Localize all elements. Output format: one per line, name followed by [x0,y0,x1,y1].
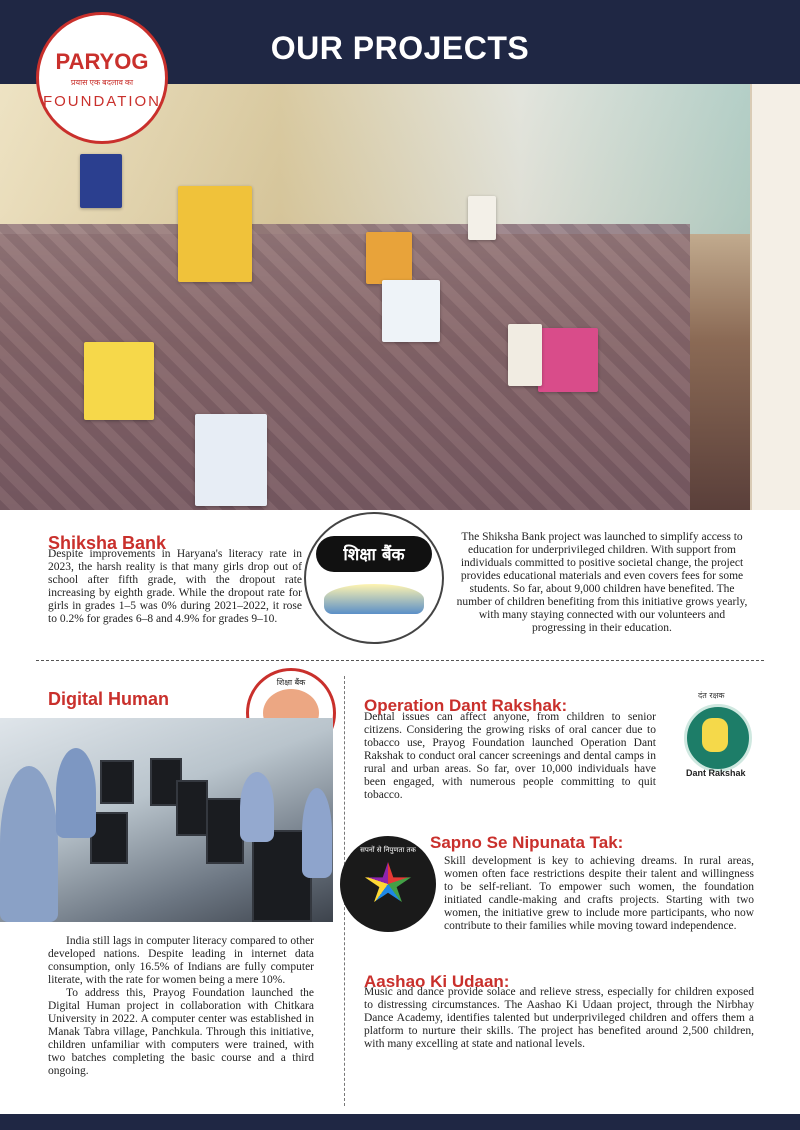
digital-human-para-2: To address this, Prayog Foundation launched the Digital Human project in collaboration with Chitkara University in 2022. A computer center was established in Manak Tabra village, Panchkula. Through this initiative, children unfamiliar with computers were trained, with two batches completing the basic course and a third ongoing. [48,987,314,1077]
photo-book [366,232,412,284]
classroom-books-photo [0,84,800,510]
photo-student [56,748,96,838]
page-footer-bar [0,1114,800,1130]
digital-human-logo-top: शिक्षा बैंक [276,678,306,687]
dant-rakshak-logo-top: दंत रक्षक [698,691,725,700]
logo-sub: FOUNDATION [42,93,162,110]
digital-human-title: Digital Human [48,689,170,709]
digital-human-para-1: India still lags in computer literacy compared to other developed nations. Despite leading in internet data consumption, only 16.5% of Indians are fully computer literate, with the rate for women being a mere 10%. [48,935,314,986]
aashao-text: Music and dance provide solace and relieve stress, especially for children exposed to distressing circumstances. The Aashao Ki Udaan project, through the Nirbhay Dance Academy, identifies talented but underprivileged children and offers them a platform to nurture their skills. The project has benefited around 2,500 children, with many excelling at state and national levels. [364,986,754,1050]
prayog-foundation-logo [36,12,168,144]
shiksha-bank-left-text: Despite improvements in Haryana's literacy rate in 2023, the harsh reality is that many girls drop out of school after fifth grade, with the dropout rate increasing by eighth grade. While the dropout rate for girls in grades 1–5 was 0% during 2021–2022, it rose to 0.2% for grades 6–8 and 4.9% for grades 9–10. [48,548,302,625]
aashao-title: Aashao Ki Udaan: [364,972,510,991]
tooth-icon [702,718,728,752]
computer-lab-photo [0,718,333,922]
page-title: OUR PROJECTS [270,30,530,66]
shiksha-bank-logo [304,512,444,644]
photo-student [240,772,274,842]
sapno-text: Skill development is key to achieving dreams. In rural areas, women often face restrictions despite their talent and willingness to be self-reliant. To empower such women, the foundation initiated candle-making and crafts projects. Starting with two women, the initiative grew to include more participants, who now contribute to their families while moving toward independence. [444,855,754,932]
photo-student [0,766,58,922]
photo-book [80,154,122,208]
sapno-logo-caption: सपनों से निपुणता तक [360,846,416,854]
shiksha-bank-logo-text: शिक्षा बैंक [343,545,405,565]
sapno-logo [340,836,436,932]
photo-book [178,186,252,282]
photo-book [468,196,496,240]
photo-book [84,342,154,420]
shiksha-bank-title: Shiksha Bank [48,533,167,553]
dant-rakshak-text: Dental issues can affect anyone, from children to senior citizens. Considering the growing risks of oral cancer due to tobacco use, Prayog Foundation launched Operation Dant Rakshak to conduct oral cancer screenings and dental camps in rural and urban areas. So far, over 10,000 individuals have been engaged, with numerous people committing to quit tobacco. [364,711,656,801]
digital-human-text [48,935,314,1078]
people-star-icon [364,862,412,906]
dant-rakshak-title: Operation Dant Rakshak: [364,696,568,715]
photo-book [195,414,267,506]
photo-book [382,280,440,342]
section-divider [36,660,764,661]
photo-book [508,324,542,386]
photo-monitor [176,780,208,836]
dant-rakshak-logo [676,690,760,778]
photo-monitor [206,798,244,864]
shiksha-bank-right-text: The Shiksha Bank project was launched to simplify access to education for underprivileged children. With support from individuals committed to positive societal change, the project provides educational materials and even covers fees for some students. So far, about 9,000 children have benefited. The number of children benefiting from this initiative grows yearly, with many staying connected with our volunteers and progressing in their education. [456,531,748,634]
photo-book [538,328,598,392]
logo-brand: PARYOG [55,49,149,74]
sapno-title: Sapno Se Nipunata Tak: [430,833,624,852]
photo-student [302,788,332,878]
logo-tagline: प्रयास एक बदलाव का [70,78,134,87]
dant-rakshak-logo-caption: Dant Rakshak [686,768,746,778]
open-book-icon [324,584,424,614]
photo-banner [750,84,800,510]
photo-monitor [100,760,134,804]
